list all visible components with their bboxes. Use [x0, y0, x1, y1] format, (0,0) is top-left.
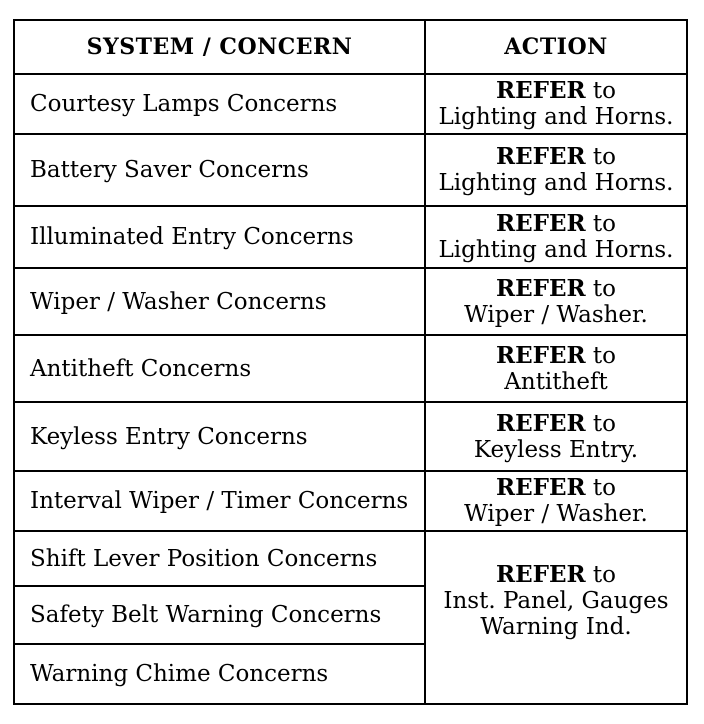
refer-target: Antitheft [504, 368, 608, 395]
system-cell: Battery Saver Concerns [14, 134, 425, 206]
refer-label: REFER [495, 409, 586, 437]
table-row [14, 74, 687, 134]
refer-to: to [592, 211, 617, 237]
refer-label: REFER [495, 474, 586, 501]
system-cell: Antitheft Concerns [14, 335, 425, 402]
group-action-cell [425, 531, 687, 704]
action-cell [425, 134, 687, 206]
refer-label: REFER [495, 210, 586, 237]
action-cell [425, 471, 687, 531]
refer-label: REFER [495, 274, 586, 302]
action-cell [425, 74, 687, 134]
system-cell: Shift Lever Position Concerns [14, 531, 425, 586]
refer-label: REFER [495, 341, 586, 369]
refer-to: to [592, 275, 617, 302]
header-system-concern: SYSTEM / CONCERN [14, 20, 425, 74]
system-cell: Wiper / Washer Concerns [14, 268, 425, 335]
action-cell [425, 206, 687, 268]
system-cell: Safety Belt Warning Concerns [14, 586, 425, 644]
refer-target-line1: Inst. Panel, Gauges [443, 587, 669, 614]
table-row [14, 268, 687, 335]
system-cell: Interval Wiper / Timer Concerns [14, 471, 425, 531]
refer-to: to [592, 410, 617, 437]
concern-action-table [13, 19, 688, 705]
refer-to: to [592, 561, 617, 588]
action-cell [425, 335, 687, 402]
refer-target: Wiper / Washer. [464, 501, 648, 527]
refer-target: Wiper / Washer. [464, 301, 648, 328]
refer-to: to [592, 144, 617, 170]
refer-label: REFER [495, 560, 586, 588]
refer-to: to [592, 78, 617, 104]
refer-label: REFER [495, 77, 586, 104]
system-cell: Warning Chime Concerns [14, 644, 425, 704]
refer-target: Lighting and Horns. [438, 170, 674, 196]
refer-label: REFER [495, 143, 586, 170]
table-row [14, 471, 687, 531]
refer-to: to [592, 342, 617, 369]
table-row [14, 335, 687, 402]
refer-to: to [592, 475, 617, 501]
header-row [14, 20, 687, 74]
action-cell [425, 402, 687, 471]
system-cell: Keyless Entry Concerns [14, 402, 425, 471]
refer-target-line2: Warning Ind. [480, 613, 632, 640]
table-row [14, 531, 687, 586]
header-action: ACTION [425, 20, 687, 74]
refer-target: Keyless Entry. [473, 436, 639, 463]
system-cell: Courtesy Lamps Concerns [14, 74, 425, 134]
system-cell: Illuminated Entry Concerns [14, 206, 425, 268]
table-row [14, 206, 687, 268]
action-cell [425, 268, 687, 335]
refer-target: Lighting and Horns. [438, 237, 674, 263]
table-row [14, 402, 687, 471]
refer-target: Lighting and Horns. [438, 104, 674, 130]
table-row [14, 134, 687, 206]
